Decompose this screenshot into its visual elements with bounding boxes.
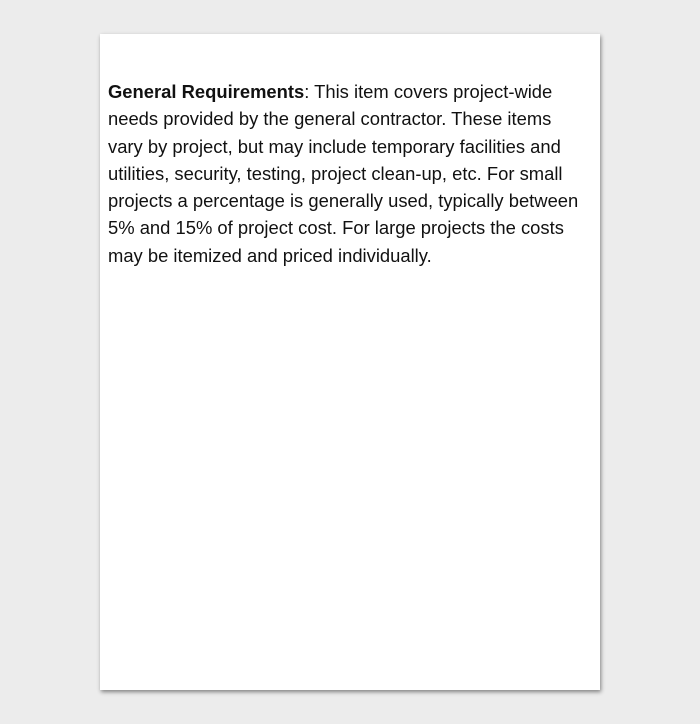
paragraph-line-6: 5% and 15% of project cost. For large projects the costs — [108, 217, 564, 239]
paragraph-line-3: vary by project, but may include temporary facilities and — [108, 135, 561, 157]
paragraph-line-5: projects a percentage is generally used, typically between — [108, 190, 579, 212]
paragraph-line-7: may be itemized and priced individually. — [108, 244, 432, 266]
paragraph-line-1-text: : This item covers project-wide — [304, 81, 553, 102]
paragraph-line-2: needs provided by the general contractor. These items — [108, 108, 552, 130]
document-page — [100, 34, 600, 690]
general-requirements-term: General Requirements — [108, 81, 305, 102]
paragraph-line-1 — [108, 78, 600, 105]
general-requirements-paragraph — [108, 78, 600, 269]
paragraph-line-4: utilities, security, testing, project clean-up, etc. For small — [108, 162, 563, 184]
